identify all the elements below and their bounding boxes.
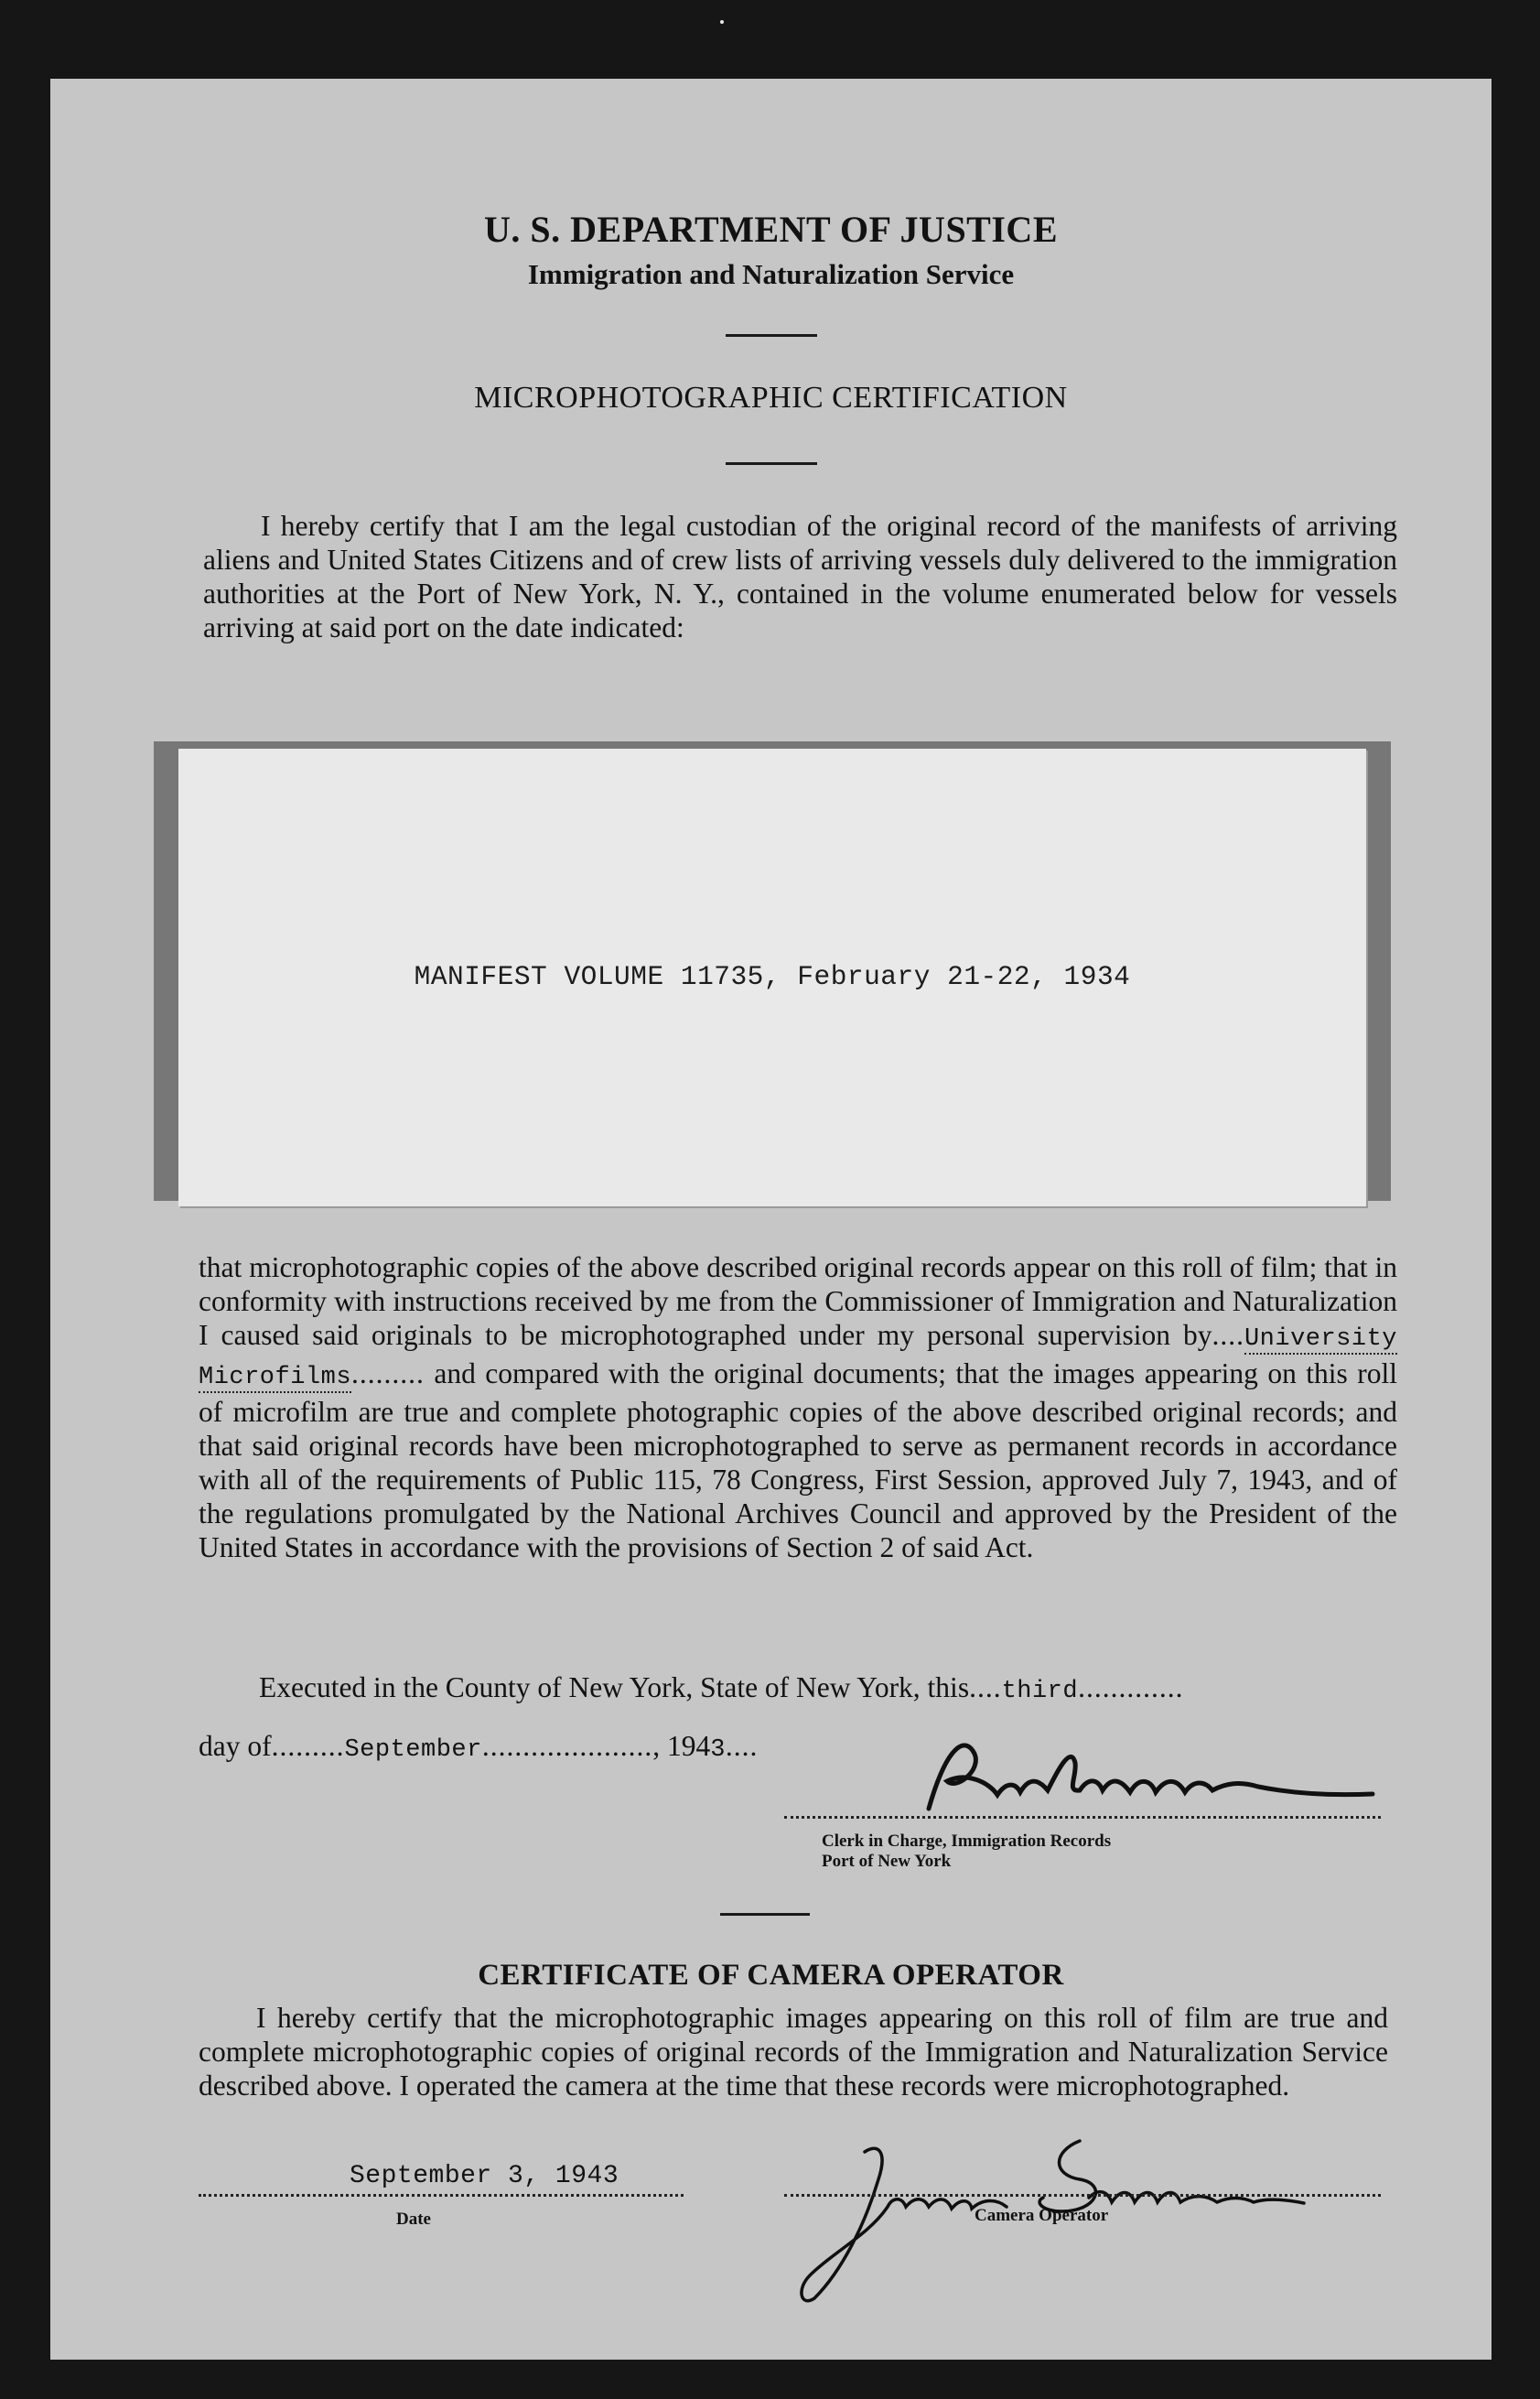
camera-statement: I hereby certify that the microphotographic images appearing on this roll of film are true and complete microphotographic copies of original records of the Immigration and Naturalization Service described above. I operated the camera at the time that these records were microphotographed. (199, 2002, 1388, 2102)
divider (720, 1913, 810, 1916)
month-value: September (344, 1736, 482, 1764)
clerk-signature-line (784, 1816, 1381, 1819)
clerk-title-line-1: Clerk in Charge, Immigration Records (822, 1832, 1112, 1851)
microfilm-statement (199, 1250, 1397, 1564)
manifest-volume-label: MANIFEST VOLUME 11735, February 21-22, 1934 (414, 961, 1131, 992)
camera-operator-label: Camera Operator (975, 2206, 1109, 2225)
clerk-title-line-2: Port of New York (822, 1852, 952, 1871)
date-label: Date (396, 2210, 431, 2229)
divider (726, 462, 817, 465)
executed-text: Executed in the County of New York, State of New York, this (259, 1671, 970, 1703)
certification-document (50, 79, 1492, 2360)
dotted-leader: .... (725, 1730, 759, 1762)
statement-part-1: that microphotographic copies of the above described original records appear on this roll of film; that in conformity with instructions received by me from the Commissioner of Immigration and Naturalization I caused said originals to be microphotographed under my personal supervision by (199, 1251, 1397, 1351)
day-value: third (1001, 1678, 1079, 1705)
year-digit: 3 (710, 1736, 726, 1764)
camera-operator-title: CERTIFICATE OF CAMERA OPERATOR (478, 1959, 1064, 1992)
date-line (199, 2194, 684, 2197)
dotted-leader: ..................... (481, 1730, 653, 1762)
day-of-label: day of (199, 1730, 272, 1762)
clerk-signature (910, 1726, 1386, 1827)
custodian-statement: I hereby certify that I am the legal custodian of the original record of the manifests of arriving aliens and United States Citizens and of crew lists of arriving vessels duly delivered to the immigration authorities at the Port of New York, N. Y., contained in the volume enumerated below for vessels arriving at said port on the date indicated: (203, 510, 1397, 643)
dotted-leader: ............. (1078, 1671, 1184, 1703)
certification-title: MICROPHOTOGRAPHIC CERTIFICATION (474, 381, 1068, 415)
film-speck (720, 20, 724, 24)
camera-date-value: September 3, 1943 (350, 2162, 619, 2190)
year-prefix: , 194 (652, 1730, 711, 1762)
camera-operator-line (784, 2194, 1381, 2197)
executed-line (259, 1671, 1183, 1705)
day-of-line (199, 1730, 758, 1764)
dotted-leader: ......... (351, 1357, 425, 1389)
divider (726, 334, 817, 337)
dotted-leader: ......... (271, 1730, 345, 1762)
clerk-title (822, 1832, 1279, 1872)
dotted-leader: .... (969, 1671, 1002, 1703)
dotted-leader: .... (1212, 1319, 1244, 1351)
service-subheading: Immigration and Naturalization Service (527, 258, 1015, 290)
manifest-card (178, 749, 1366, 1206)
filmed-by-value: University Microfilms (199, 1325, 1397, 1391)
statement-part-2: and compared with the original documents; that the images appearing on this roll of microfilm are true and complete photographic copies of the above described original records; and that said original records have been microphotographed to serve as permanent records in accordance with all of the requirements of Public 115, 78 Congress, First Session, approved July 7, 1943, and of the regulations promulgated by the National Archives Council and approved by the President of the United States in accordance with the provisions of Section 2 of said Act. (199, 1357, 1397, 1563)
department-heading: U. S. DEPARTMENT OF JUSTICE (484, 209, 1058, 250)
